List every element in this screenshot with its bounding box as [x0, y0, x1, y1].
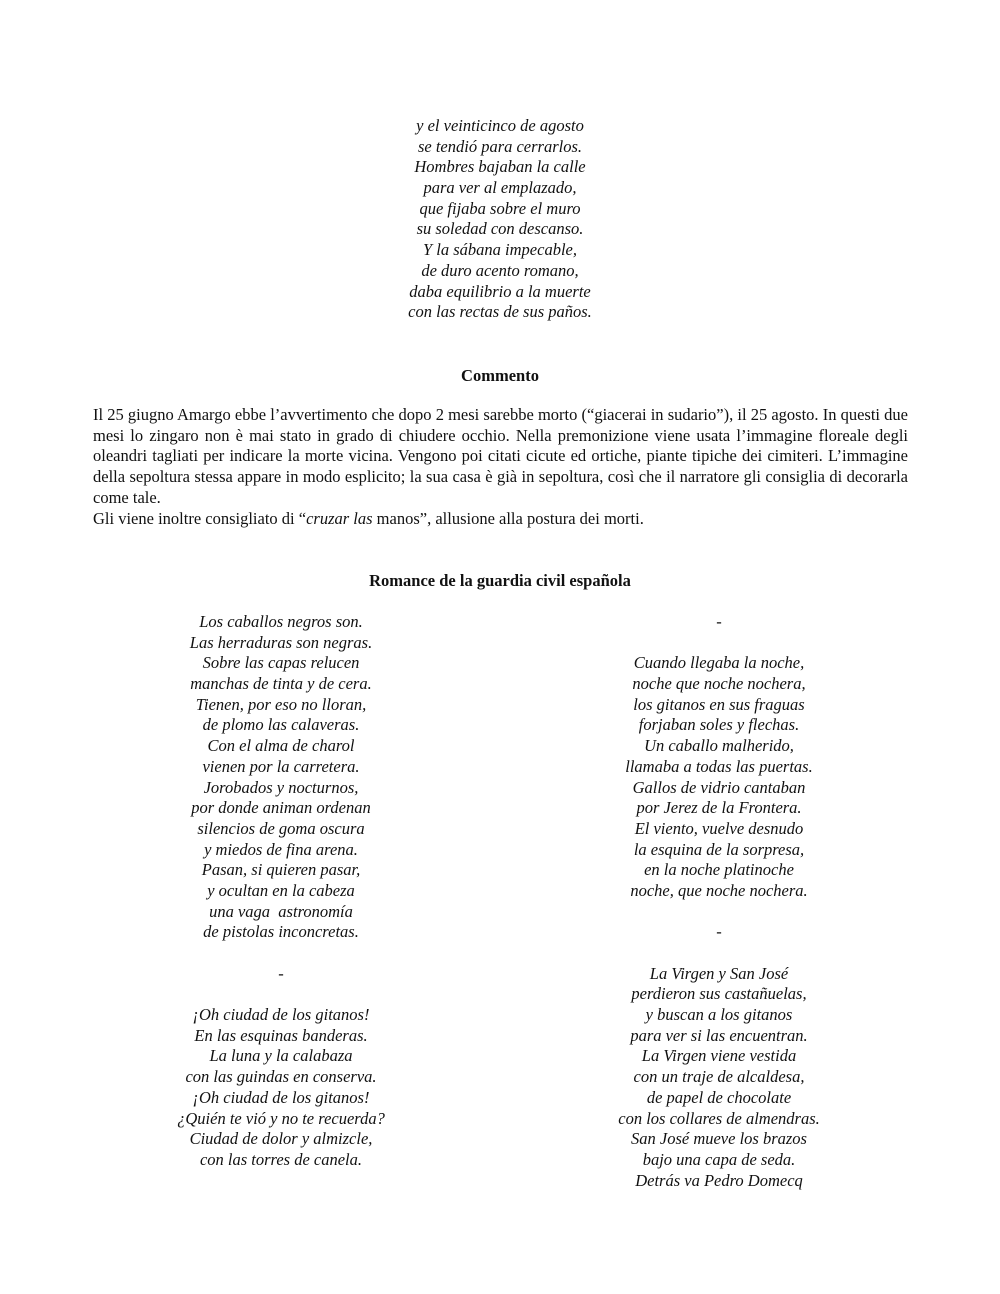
- verse-line: que fijaba sobre el muro: [419, 198, 581, 218]
- verse-line: En las esquinas banderas.: [194, 1025, 368, 1045]
- verse-line: ¡Oh ciudad de los gitanos!: [192, 1005, 370, 1025]
- verse-line: manchas de tinta y de cera.: [190, 674, 372, 694]
- verse-line: su soledad con descanso.: [416, 219, 584, 239]
- verse-line: y el veinticinco de agosto: [416, 116, 584, 135]
- verse-line: bajo una capa de seda.: [642, 1149, 796, 1169]
- verse-line: Hombres bajaban la calle: [414, 157, 586, 177]
- verse-line: [568, 633, 870, 654]
- verse-line: y ocultan en la cabeza: [207, 880, 355, 900]
- verse-line: noche que noche nochera,: [632, 674, 806, 694]
- verse-line: Gallos de vidrio cantaban: [632, 777, 806, 797]
- verse-line: con un traje de alcaldesa,: [633, 1067, 805, 1087]
- verse-line: con las rectas de sus paños.: [408, 302, 592, 322]
- verse-line: Cuando llegaba la noche,: [633, 653, 805, 673]
- verse-line: y buscan a los gitanos: [645, 1005, 793, 1025]
- commentary-paragraph-2-start: Gli viene inoltre consigliato di “: [93, 508, 307, 528]
- verse-line: por Jerez de la Frontera.: [636, 798, 802, 818]
- verse-line: Pasan, si quieren pasar,: [201, 860, 361, 880]
- stanza-separator: -: [716, 922, 722, 942]
- verse-line: de plomo las calaveras.: [202, 715, 360, 735]
- verse-line: de pistolas inconcretas.: [203, 922, 359, 942]
- verse-line: San José mueve los brazos: [631, 1129, 807, 1149]
- verse-line: se tendió para cerrarlos.: [417, 136, 583, 156]
- verse-line: llamaba a todas las puertas.: [625, 756, 813, 776]
- commentary-paragraph-2: [93, 509, 908, 530]
- verse-line: para ver al emplazado,: [423, 178, 577, 198]
- verse-line: de papel de chocolate: [646, 1087, 792, 1107]
- poem-left-column: [130, 612, 432, 1171]
- verse-line: por donde animan ordenan: [191, 798, 371, 818]
- verse-line: en la noche platinoche: [644, 860, 794, 880]
- verse-line: daba equilibrio a la muerte: [409, 281, 591, 301]
- verse-line: perdieron sus castañuelas,: [631, 984, 807, 1004]
- verse-line: Sobre las capas relucen: [202, 653, 360, 673]
- verse-line: con las torres de canela.: [199, 1149, 363, 1169]
- verse-line: noche, que noche nochera.: [630, 880, 808, 900]
- verse-line: Los caballos negros son.: [199, 612, 363, 631]
- verse-line: Jorobados y nocturnos,: [203, 777, 359, 797]
- verse-line: [568, 943, 870, 964]
- verse-line: de duro acento romano,: [421, 260, 579, 280]
- verse-line: [130, 943, 432, 964]
- top-stanza: [0, 116, 1000, 323]
- verse-line: Las herraduras son negras.: [189, 632, 373, 652]
- verse-line: y miedos de fina arena.: [204, 839, 358, 859]
- verse-line: una vaga astronomía: [209, 901, 353, 921]
- verse-line: con las guindas en conserva.: [185, 1067, 377, 1087]
- verse-line: Tienen, por eso no lloran,: [195, 694, 367, 714]
- commentary-paragraph-2-italic: cruzar las: [306, 508, 373, 528]
- verse-line: Detrás va Pedro Domecq: [635, 1170, 803, 1190]
- verse-line: [130, 984, 432, 1005]
- verse-line: con los collares de almendras.: [618, 1108, 820, 1128]
- verse-line: silencios de goma oscura: [197, 818, 365, 838]
- verse-line: los gitanos en sus fraguas: [633, 694, 805, 714]
- poem-right-column: [568, 612, 870, 1191]
- stanza-separator: -: [278, 963, 284, 983]
- verse-line: la esquina de la sorpresa,: [633, 839, 805, 859]
- verse-line: La Virgen viene vestida: [641, 1046, 797, 1066]
- verse-line: ¿Quién te vió y no te recuerda?: [177, 1108, 385, 1128]
- verse-line: Y la sábana impecable,: [423, 240, 577, 260]
- commentary-text: [93, 405, 908, 529]
- verse-line: Con el alma de charol: [207, 736, 355, 756]
- commentary-paragraph-1: Il 25 giugno Amargo ebbe l’avvertimento che dopo 2 mesi sarebbe morto (“giacerai in sudario”), il 25 agosto. In questi due mesi lo zingaro non è mai stato in grado di chiudere occhio. Nella premonizione viene usata l’immagine floreale degli oleandri tagliati per indicare la morte vicina. Vengono poi citati cicute ed ortiche, piante tipiche dei cimiteri. L’immagine della sepoltura stessa appare in modo esplicito; la sua casa è già in sepoltura, così che il narratore gli consiglia di decorarla come tale.: [93, 405, 908, 507]
- commentary-paragraph-2-end: manos”, allusione alla postura dei morti.: [372, 508, 644, 528]
- verse-line: ¡Oh ciudad de los gitanos!: [192, 1087, 370, 1107]
- verse-line: La luna y la calabaza: [209, 1046, 353, 1066]
- verse-line: forjaban soles y flechas.: [638, 715, 800, 735]
- romance-heading: Romance de la guardia civil española: [369, 571, 631, 590]
- verse-line: vienen por la carretera.: [202, 756, 360, 776]
- verse-line: para ver si las encuentran.: [630, 1025, 808, 1045]
- verse-line: El viento, vuelve desnudo: [634, 818, 804, 838]
- verse-line: Ciudad de dolor y almizcle,: [189, 1129, 373, 1149]
- verse-line: Un caballo malherido,: [644, 736, 794, 756]
- commento-heading: Commento: [461, 366, 539, 385]
- stanza-separator: -: [716, 612, 722, 631]
- verse-line: [568, 902, 870, 923]
- verse-line: La Virgen y San José: [649, 963, 789, 983]
